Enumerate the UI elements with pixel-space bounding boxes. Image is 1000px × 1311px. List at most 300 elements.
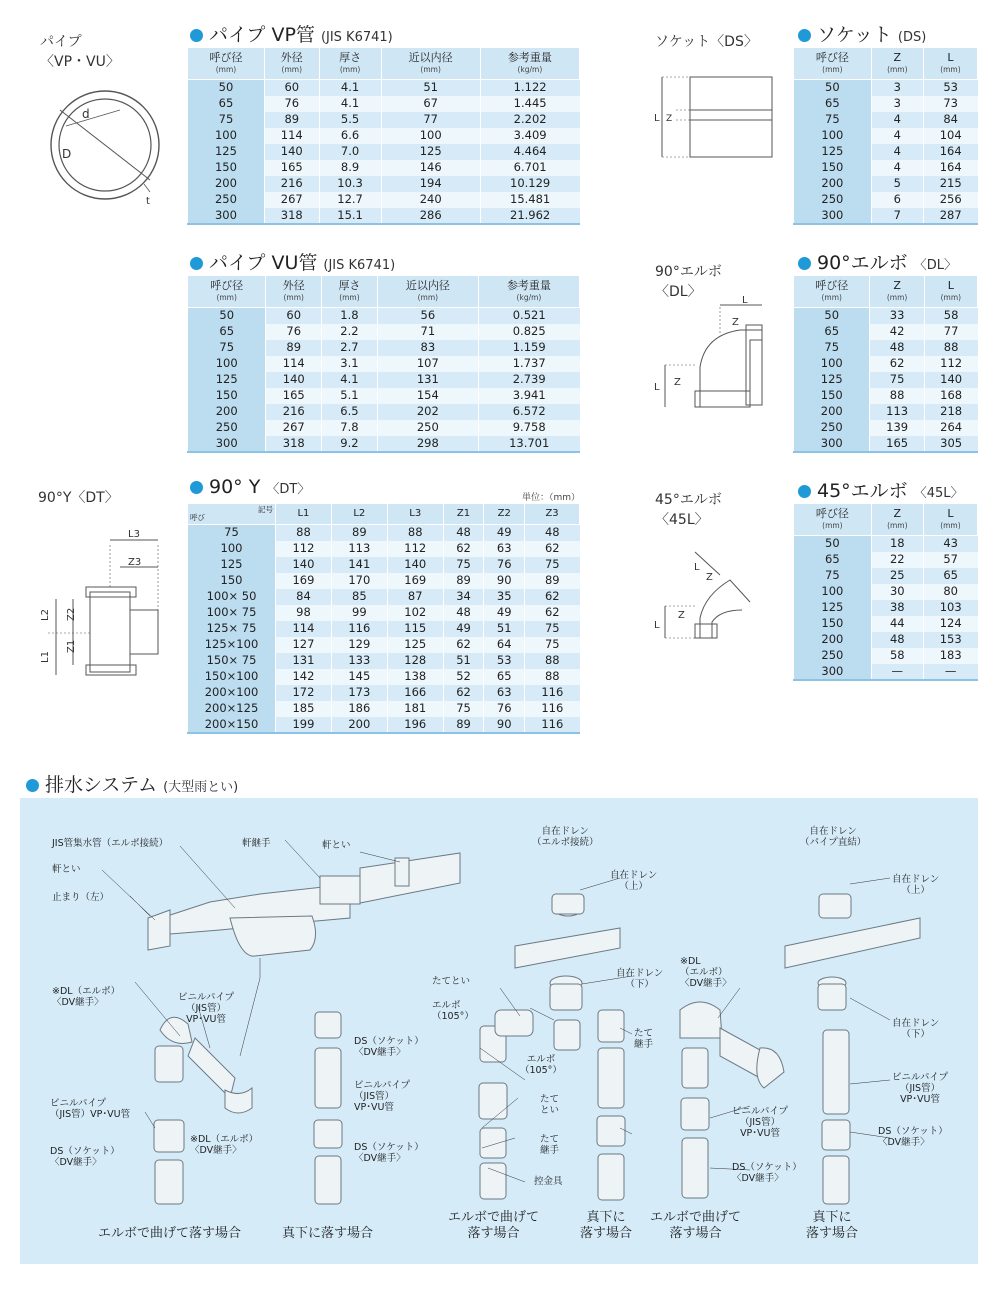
label-vinyl-3-c: VP･VU管: [354, 1102, 394, 1113]
table-cell: 34: [443, 589, 484, 605]
elbow90-dim-L-left: L: [654, 382, 660, 393]
table-row: [794, 420, 978, 436]
table-cell: 85: [331, 589, 387, 605]
label-elbo-105-1: [432, 1000, 474, 1022]
table-row: [188, 80, 580, 96]
table-cell: 62: [443, 685, 484, 701]
table-cell: 100: [188, 356, 266, 372]
table-cell: 113: [870, 404, 924, 420]
label-dl-elbo-2-a: ※DL（エルボ）: [190, 1134, 259, 1145]
label-ds-5-a: DS（ソケット）: [878, 1126, 948, 1137]
table-cell: 4: [871, 112, 923, 128]
vu-title: [190, 248, 395, 275]
table-cell: 256: [923, 192, 977, 208]
table-cell: 305: [924, 436, 977, 452]
table-cell: 100× 50: [188, 589, 276, 605]
bullet-icon: [190, 481, 203, 494]
table-cell: 140: [264, 144, 319, 160]
label-dl-3-a: ※DL: [680, 956, 701, 967]
table-cell: 129: [331, 637, 387, 653]
table-cell: 48: [870, 340, 924, 356]
table-cell: 89: [331, 525, 387, 541]
elbow90-diagram: [650, 295, 780, 425]
column-header-unit: (mm): [281, 64, 302, 74]
table-cell: 100× 75: [188, 605, 276, 621]
table-cell: 7.8: [322, 420, 378, 436]
drain-title-sub: (大型雨とい): [163, 780, 239, 795]
table-row: [188, 653, 580, 669]
table-cell: 196: [387, 717, 443, 733]
table-cell: 2.739: [478, 372, 579, 388]
bullet-icon: [798, 485, 811, 498]
table-cell: —: [923, 664, 977, 680]
table-cell: 128: [387, 653, 443, 669]
elbow90-dim-L-top: L: [742, 295, 748, 306]
column-header: Z1: [443, 504, 484, 525]
table-cell: 6.572: [478, 404, 579, 420]
y90-dim-L2: L2: [40, 609, 51, 621]
column-header-label: 呼び径: [815, 50, 849, 64]
elbow45-label: [655, 490, 722, 530]
table-cell: 6.701: [480, 160, 579, 176]
table-cell: 1.159: [478, 340, 579, 356]
table-cell: 3.941: [478, 388, 579, 404]
table-cell: 154: [377, 388, 478, 404]
y90-dim-Z1: Z1: [66, 639, 77, 653]
bullet-icon: [190, 29, 203, 42]
bullet-icon: [798, 29, 811, 42]
table-cell: 153: [923, 632, 977, 648]
table-cell: 89: [443, 573, 484, 589]
column-header-unit: (mm): [887, 520, 908, 530]
table-cell: 52: [443, 669, 484, 685]
table-cell: 194: [381, 176, 480, 192]
y90-title-sub: 〈DT〉: [266, 482, 311, 497]
table-cell: 44: [871, 616, 923, 632]
column-header-unit: (mm): [940, 64, 961, 74]
table-cell: 116: [525, 701, 580, 717]
table-cell: 15.1: [319, 208, 381, 224]
table-cell: 138: [387, 669, 443, 685]
column-header: [478, 276, 579, 308]
elbow90-label-line2: 〈DL〉: [655, 284, 702, 300]
table-cell: 75: [794, 340, 870, 356]
table-row: [794, 600, 978, 616]
caption-elbow-bend-3-a: エルボで曲げて: [650, 1210, 742, 1225]
table-cell: 4.1: [319, 96, 381, 112]
table-cell: 99: [331, 605, 387, 621]
vu-title-text: パイプ VU管: [209, 252, 318, 274]
label-drain-down-2-b: （下）: [901, 1029, 930, 1040]
table-cell: 1.8: [322, 308, 378, 324]
label-vinyl-2: [50, 1098, 130, 1120]
table-cell: 150: [188, 160, 265, 176]
label-vinyl-3: [354, 1080, 410, 1113]
table-cell: 4: [871, 144, 923, 160]
column-header-label: L: [947, 506, 954, 520]
column-header: [923, 504, 977, 536]
y90-spec-table: [187, 503, 580, 734]
table-cell: 48: [443, 525, 484, 541]
column-header: [794, 48, 872, 80]
table-cell: 65: [188, 96, 265, 112]
column-header-unit: (mm): [822, 64, 843, 74]
table-cell: 75: [525, 621, 580, 637]
table-cell: 3.1: [322, 356, 378, 372]
table-cell: 15.481: [480, 192, 579, 208]
table-cell: 140: [924, 372, 977, 388]
table-row: [794, 552, 978, 568]
label-vinyl-5-c: VP･VU管: [900, 1094, 940, 1105]
table-row: [188, 717, 580, 733]
pipe-cross-section-diagram: [40, 80, 170, 210]
table-cell: 165: [266, 388, 322, 404]
label-ds-4: [732, 1162, 802, 1184]
vp-header-row: [188, 48, 580, 80]
table-row: [188, 96, 580, 112]
table-cell: 164: [923, 144, 977, 160]
drain-system-panel: [20, 798, 978, 1264]
elbow90-dim-Z-top: Z: [732, 317, 739, 328]
table-row: [188, 669, 580, 685]
table-cell: 9.2: [322, 436, 378, 452]
table-cell: 300: [794, 664, 872, 680]
table-cell: 1.445: [480, 96, 579, 112]
table-row: [794, 388, 978, 404]
column-header-label: 外径: [282, 278, 305, 292]
label-tate-tsugite-2-b: 継手: [540, 1145, 560, 1156]
table-cell: 75: [870, 372, 924, 388]
caption-straight-2-b: 落す場合: [580, 1226, 633, 1241]
label-tate-tsugite-1-b: 継手: [634, 1039, 654, 1050]
label-tatetoi-2: [540, 1094, 559, 1116]
label-drain-down-2: [892, 1018, 939, 1040]
column-header-label: 呼び径: [815, 506, 849, 520]
column-header: [322, 276, 378, 308]
column-header: [264, 48, 319, 80]
table-row: [188, 176, 580, 192]
elbow45-label-line1: 45°エルボ: [655, 492, 722, 508]
table-cell: 65: [484, 669, 525, 685]
table-cell: 2.7: [322, 340, 378, 356]
table-cell: 64: [484, 637, 525, 653]
table-row: [188, 112, 580, 128]
table-cell: 125: [794, 600, 872, 616]
column-header: Z3: [525, 504, 580, 525]
table-cell: 6: [871, 192, 923, 208]
table-cell: 62: [443, 637, 484, 653]
table-cell: 100: [794, 128, 872, 144]
table-cell: 116: [525, 685, 580, 701]
y90-header-row: [188, 504, 580, 525]
table-cell: 76: [484, 701, 525, 717]
table-cell: 169: [276, 573, 332, 589]
elbow45-dim-Z-top: Z: [706, 572, 713, 583]
table-cell: 124: [923, 616, 977, 632]
table-row: [188, 144, 580, 160]
label-vinyl-5-b: （JIS管）: [899, 1083, 941, 1094]
table-row: [188, 160, 580, 176]
label-drain-up-2-a: 自在ドレン: [892, 874, 940, 885]
table-row: [794, 96, 978, 112]
label-tate-tsugite-2: [540, 1134, 559, 1156]
table-cell: 216: [266, 404, 322, 420]
table-row: [188, 404, 580, 420]
column-header-label: 呼び径: [815, 278, 849, 292]
table-cell: 51: [484, 621, 525, 637]
table-cell: 102: [387, 605, 443, 621]
table-row: [794, 372, 978, 388]
table-row: [794, 664, 978, 680]
table-cell: 150×100: [188, 669, 276, 685]
bullet-icon: [26, 779, 39, 792]
table-cell: 250: [188, 192, 265, 208]
table-row: [794, 584, 978, 600]
column-header-label: 厚さ: [339, 50, 362, 64]
table-cell: 83: [377, 340, 478, 356]
caption-straight-3-b: 落す場合: [806, 1226, 859, 1241]
caption-straight-1: 真下に落す場合: [282, 1226, 374, 1241]
pipe-dim-D: D: [62, 147, 72, 161]
table-cell: 65: [794, 552, 872, 568]
column-header-label: 呼び径: [210, 278, 244, 292]
table-cell: 51: [443, 653, 484, 669]
table-cell: 150: [188, 388, 266, 404]
table-cell: 181: [387, 701, 443, 717]
table-cell: 300: [794, 436, 870, 452]
table-cell: 4.464: [480, 144, 579, 160]
column-header: [266, 276, 322, 308]
label-ds-5-b: 〈DV継手〉: [878, 1137, 930, 1148]
column-header-label: 近以内径: [405, 278, 450, 292]
table-cell: 7: [871, 208, 923, 224]
table-cell: 286: [381, 208, 480, 224]
table-cell: 88: [387, 525, 443, 541]
table-row: [188, 685, 580, 701]
vu-header-row: [188, 276, 580, 308]
column-header-unit: (mm): [339, 64, 361, 74]
table-row: [188, 573, 580, 589]
socket-diagram: [650, 65, 780, 165]
table-cell: 150: [188, 573, 276, 589]
label-drain-up-2: [892, 874, 939, 896]
table-row: [794, 112, 978, 128]
table-cell: 65: [923, 568, 977, 584]
table-cell: 56: [377, 308, 478, 324]
column-header: [794, 276, 870, 308]
table-cell: 2.2: [322, 324, 378, 340]
column-header: L3: [387, 504, 443, 525]
column-header: [794, 504, 872, 536]
column-header-label: Z: [893, 278, 901, 292]
column-header-unit: (mm): [822, 520, 843, 530]
caption-elbow-bend-3-b: 落す場合: [669, 1226, 722, 1241]
column-header: Z2: [484, 504, 525, 525]
table-cell: 200: [188, 176, 265, 192]
table-cell: 75: [794, 112, 872, 128]
table-row: [188, 308, 580, 324]
label-elbo-105-2: [520, 1054, 562, 1076]
column-header-unit: (mm): [821, 292, 842, 302]
label-nokitoi-left: 軒とい: [52, 864, 81, 875]
table-cell: 200: [188, 404, 266, 420]
table-cell: 116: [331, 621, 387, 637]
table-cell: 67: [381, 96, 480, 112]
table-row: [794, 340, 978, 356]
table-cell: 287: [923, 208, 977, 224]
table-cell: 76: [484, 557, 525, 573]
table-cell: 200×100: [188, 685, 276, 701]
table-cell: 4.1: [322, 372, 378, 388]
column-header-label: Z: [893, 506, 902, 520]
table-cell: 50: [794, 536, 872, 552]
label-vinyl-1-a: ビニルパイプ: [178, 992, 235, 1003]
caption-straight-3: [806, 1210, 858, 1242]
table-cell: 200×125: [188, 701, 276, 717]
table-cell: 100: [794, 356, 870, 372]
table-cell: 13.701: [478, 436, 579, 452]
table-cell: 125: [381, 144, 480, 160]
table-cell: 42: [870, 324, 924, 340]
table-cell: 48: [443, 605, 484, 621]
table-row: [794, 80, 978, 96]
table-cell: 33: [870, 308, 924, 324]
table-cell: 131: [276, 653, 332, 669]
elbow90-label-line1: 90°エルボ: [655, 264, 722, 280]
label-vinyl-2-b: （JIS管）VP･VU管: [50, 1109, 131, 1120]
elbow45-spec-table: [793, 503, 978, 681]
table-cell: 90: [484, 573, 525, 589]
table-cell: 202: [377, 404, 478, 420]
elbow45-dim-Z-left: Z: [678, 610, 685, 621]
label-vinyl-4-b: （JIS管）: [739, 1117, 781, 1128]
table-cell: 133: [331, 653, 387, 669]
elbow45-title-text: 45°エルボ: [817, 480, 908, 502]
label-dl-elbo-1-a: ※DL（エルボ）: [52, 986, 121, 997]
label-dl-3-b: （エルボ）: [680, 967, 728, 978]
table-cell: 150: [794, 160, 872, 176]
table-row: [794, 324, 978, 340]
socket-label: ソケット〈DS〉: [655, 34, 758, 50]
table-cell: 71: [377, 324, 478, 340]
column-header-unit: (mm): [887, 64, 908, 74]
table-row: [794, 632, 978, 648]
table-cell: 50: [794, 308, 870, 324]
table-cell: 125×100: [188, 637, 276, 653]
table-cell: 140: [276, 557, 332, 573]
column-header-unit: (mm): [940, 520, 961, 530]
table-cell: 63: [484, 685, 525, 701]
table-cell: 4: [871, 160, 923, 176]
y90-title: [190, 476, 310, 498]
table-cell: 49: [484, 605, 525, 621]
elbow45-dim-L-left: L: [654, 620, 660, 631]
table-row: [794, 128, 978, 144]
table-row: [794, 536, 978, 552]
column-header: L2: [331, 504, 387, 525]
table-cell: 75: [443, 701, 484, 717]
label-drain-elbo-b: （エルボ接続）: [532, 837, 599, 848]
table-cell: 166: [387, 685, 443, 701]
column-header: [923, 48, 977, 80]
y90-label: 90°Y〈DT〉: [38, 490, 119, 506]
column-header-label: L: [947, 278, 954, 292]
table-cell: 183: [923, 648, 977, 664]
table-cell: 48: [871, 632, 923, 648]
table-cell: 51: [381, 80, 480, 96]
label-ds-1-a: DS（ソケット）: [50, 1146, 120, 1157]
table-row: [188, 637, 580, 653]
y90-dim-L1: L1: [40, 651, 51, 663]
table-row: [188, 436, 580, 452]
label-drain-up-1-a: 自在ドレン: [610, 870, 658, 881]
table-cell: 185: [276, 701, 332, 717]
table-cell: 18: [871, 536, 923, 552]
table-cell: 267: [266, 420, 322, 436]
socket-title: [798, 20, 926, 47]
table-cell: 3: [871, 96, 923, 112]
table-cell: 165: [264, 160, 319, 176]
table-cell: 107: [377, 356, 478, 372]
column-header: [381, 48, 480, 80]
caption-elbow-bend-2-a: エルボで曲げて: [448, 1210, 540, 1225]
column-header: [188, 48, 265, 80]
column-header-unit: (mm): [215, 64, 237, 74]
table-cell: 58: [871, 648, 923, 664]
elbow45-title: [798, 476, 963, 503]
column-header-unit: (kg/m): [516, 292, 542, 302]
table-cell: 49: [443, 621, 484, 637]
column-header: [870, 276, 924, 308]
socket-dim-L: L: [654, 113, 660, 124]
table-cell: 5: [871, 176, 923, 192]
column-header: [871, 504, 923, 536]
table-cell: 10.3: [319, 176, 381, 192]
table-cell: 250: [794, 192, 872, 208]
table-cell: 131: [377, 372, 478, 388]
table-cell: 12.7: [319, 192, 381, 208]
label-vinyl-1-c: VP･VU管: [186, 1014, 226, 1025]
table-cell: 50: [188, 308, 266, 324]
table-row: [188, 605, 580, 621]
table-cell: 139: [870, 420, 924, 436]
table-cell: 125: [794, 144, 872, 160]
drain-title-text: 排水システム: [45, 774, 158, 796]
table-cell: 5.5: [319, 112, 381, 128]
column-header-unit: (mm): [283, 292, 304, 302]
table-cell: 53: [923, 80, 977, 96]
table-cell: 125× 75: [188, 621, 276, 637]
label-tate-tsugite-1: [634, 1028, 653, 1050]
label-tomari: 止まり（左）: [52, 892, 110, 903]
socket-title-sub: (DS): [897, 30, 927, 45]
table-cell: 38: [871, 600, 923, 616]
table-row: [188, 420, 580, 436]
socket-dim-Z: Z: [666, 114, 673, 124]
table-cell: 88: [525, 653, 580, 669]
table-row: [188, 356, 580, 372]
label-ds-2-b: 〈DV継手〉: [354, 1047, 406, 1058]
label-vinyl-3-b: （JIS管）: [354, 1091, 395, 1102]
table-cell: 200: [331, 717, 387, 733]
column-header: [924, 276, 977, 308]
table-cell: 88: [870, 388, 924, 404]
label-vinyl-2-a: ビニルパイプ: [50, 1098, 107, 1109]
label-elbo-105-1-a: エルボ: [432, 1000, 461, 1011]
table-cell: 173: [331, 685, 387, 701]
table-cell: 100: [381, 128, 480, 144]
table-cell: 88: [276, 525, 332, 541]
